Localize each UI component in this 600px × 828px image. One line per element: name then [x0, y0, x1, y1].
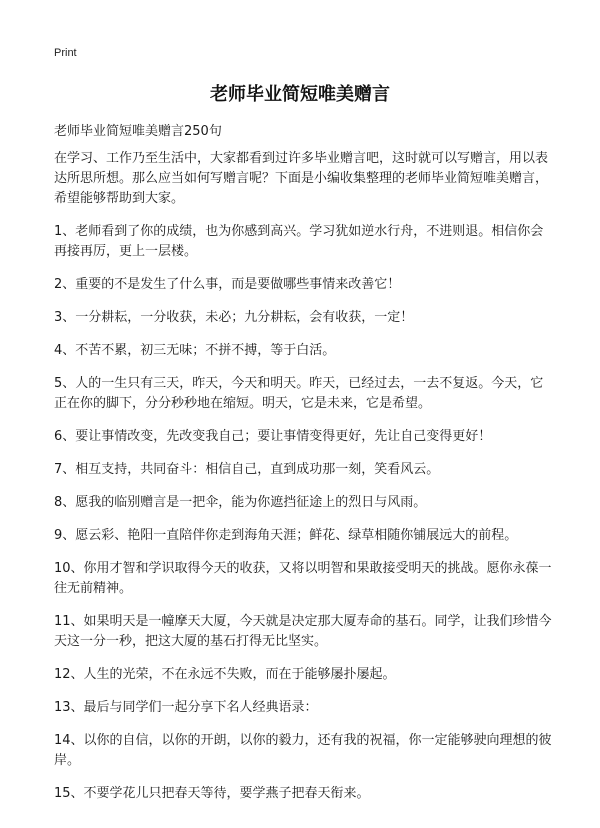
list-item: 10、你用才智和学识取得今天的收获，又将以明智和果敢接受明天的挑战。愿你永葆一往无前精神。 — [54, 561, 552, 596]
page-title: 老师毕业简短唯美赠言 — [210, 84, 390, 105]
list-item: 8、愿我的临别赠言是一把伞，能为你遮挡征途上的烈日与风雨。 — [54, 495, 427, 510]
list-item: 14、以你的自信，以你的开朗，以你的毅力，还有我的祝福，你一定能够驶向理想的彼岸。 — [54, 733, 552, 768]
list-item: 11、如果明天是一幢摩天大厦，今天就是决定那大厦寿命的基石。同学，让我们珍惜今天这一分一秒，把这大厦的基石打得无比坚实。 — [54, 614, 552, 649]
list-item: 6、要让事情改变，先改变我自己；要让事情变得更好，先让自己变得更好！ — [54, 429, 492, 444]
list-item: 7、相互支持，共同奋斗：相信自己，直到成功那一刻，笑看风云。 — [54, 462, 440, 477]
list-item: 5、人的一生只有三天，昨天，今天和明天。昨天，已经过去，一去不复返。今天，它正在你的脚下，分分秒秒地在缩短。明天，它是未来，它是希望。 — [54, 376, 544, 411]
list-item: 4、不苦不累，初三无味；不拼不搏，等于白活。 — [54, 343, 336, 358]
list-item: 3、一分耕耘，一分收获，未必；九分耕耘，会有收获，一定！ — [54, 310, 414, 325]
article-body — [54, 149, 554, 817]
list-item: 2、重要的不是发生了什么事，而是要做哪些事情来改善它！ — [54, 277, 401, 292]
list-item: 15、不要学花儿只把春天等待，要学燕子把春天衔来。 — [54, 786, 370, 801]
page-subtitle: 老师毕业简短唯美赠言250句 — [54, 124, 222, 139]
list-item: 12、人生的光荣，不在永远不失败，而在于能够屡扑屡起。 — [54, 667, 396, 682]
list-item: 1、老师看到了你的成绩，也为你感到高兴。学习犹如逆水行舟，不进则退。相信你会再接再厉，更上一层楼。 — [54, 224, 544, 259]
intro-paragraph: 在学习、工作乃至生活中，大家都看到过许多毕业赠言吧，这时就可以写赠言，用以表达所思所想。那么应当如何写赠言呢？下面是小编收集整理的老师毕业简短唯美赠言，希望能够帮助到大家。 — [54, 151, 549, 206]
print-link[interactable]: Print — [54, 47, 77, 59]
list-item: 9、愿云彩、艳阳一直陪伴你走到海角天涯；鲜花、绿草相随你铺展远大的前程。 — [54, 528, 518, 543]
list-item: 13、最后与同学们一起分享下名人经典语录： — [54, 700, 318, 715]
